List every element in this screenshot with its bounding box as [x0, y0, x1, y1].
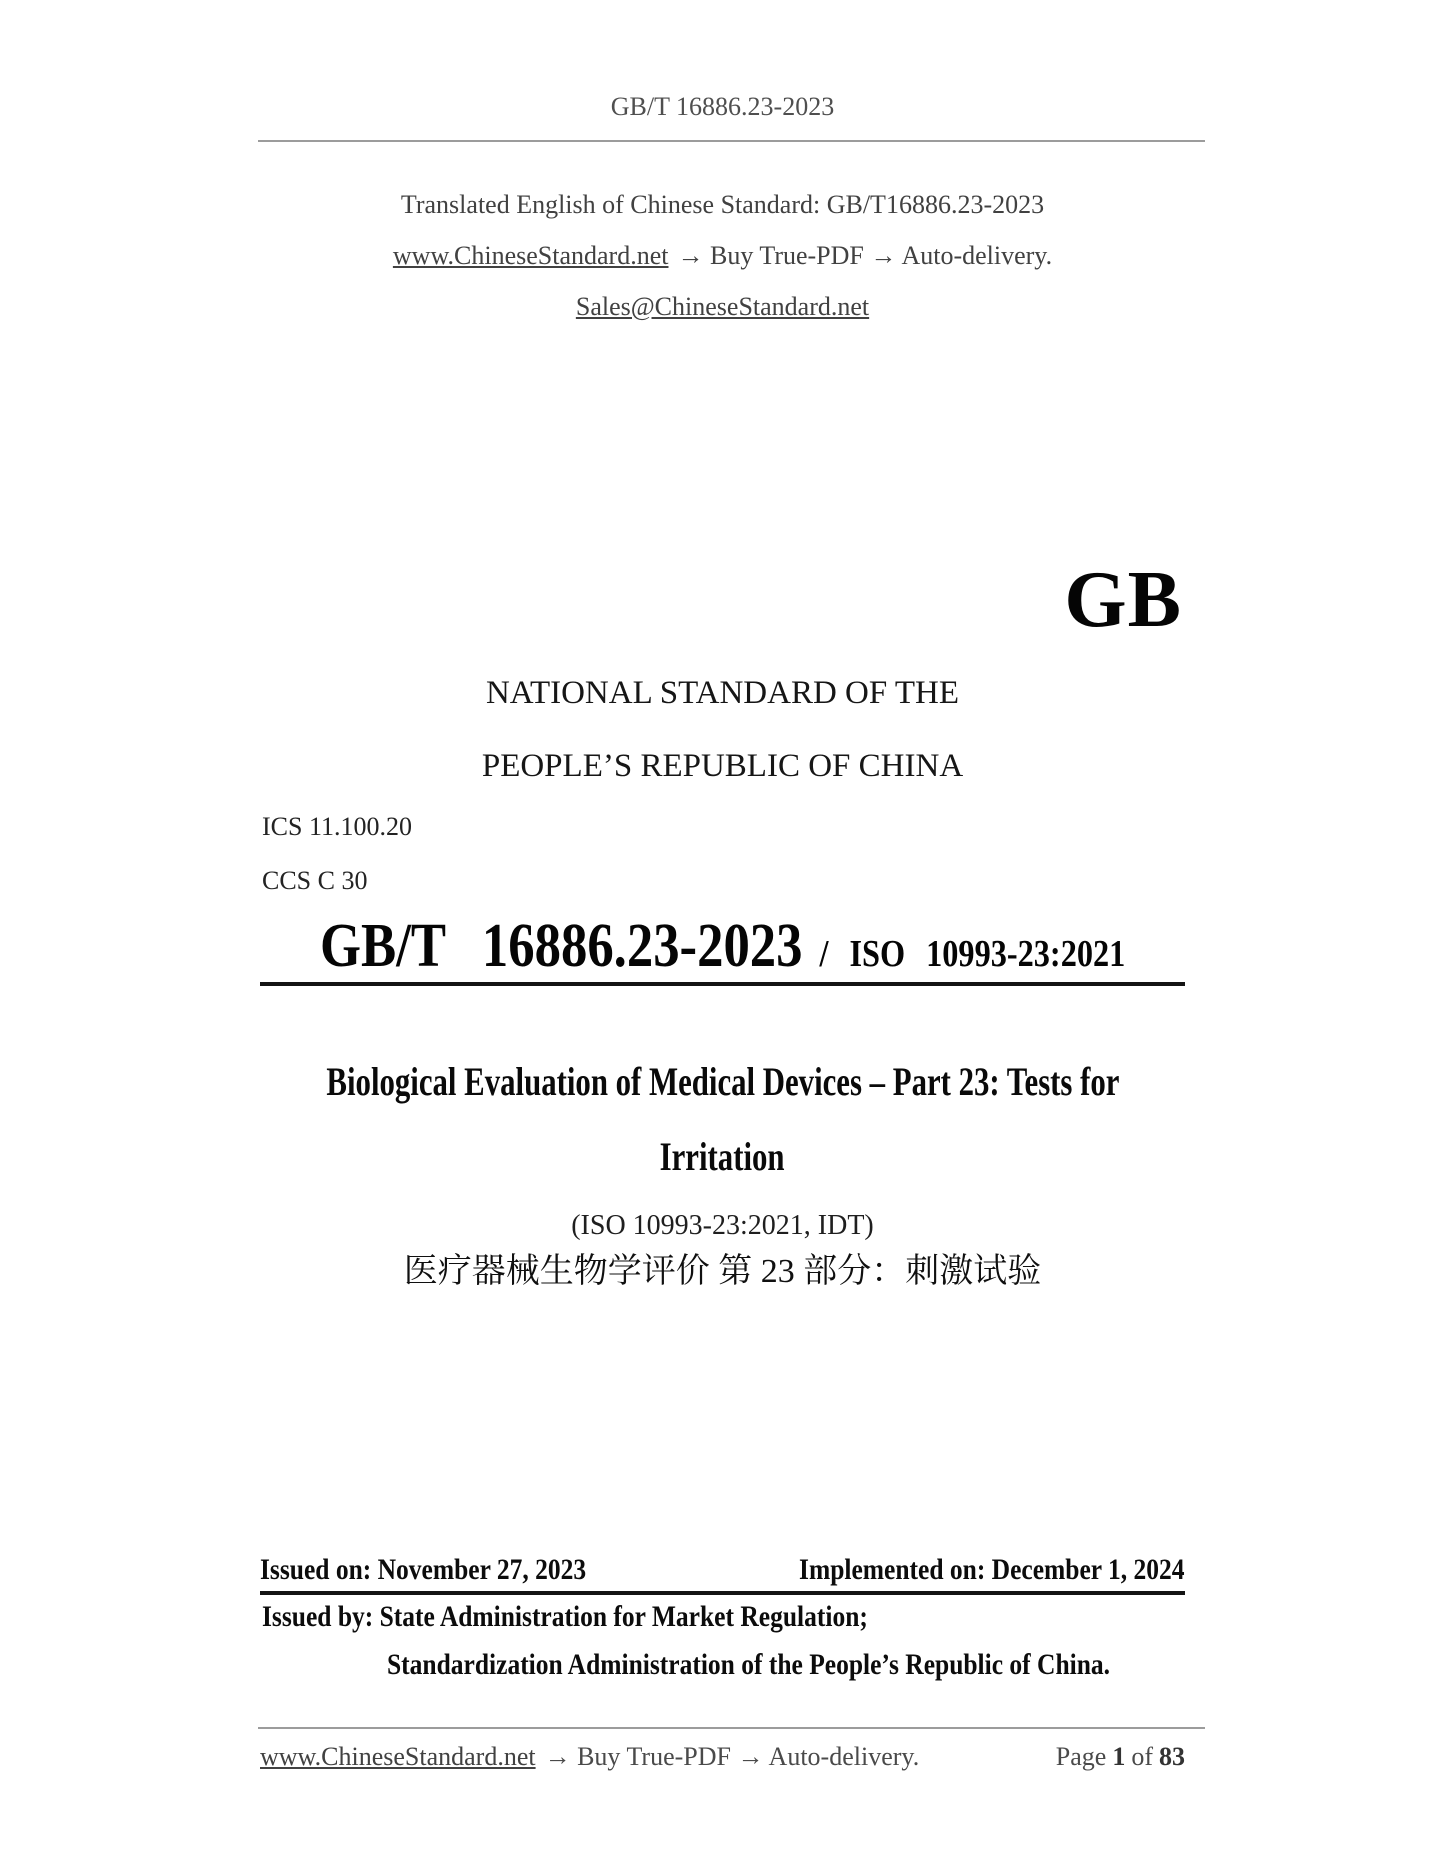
page-total: 83: [1159, 1742, 1185, 1771]
page-of-label: of: [1131, 1742, 1153, 1771]
footer-row: [260, 1740, 1185, 1774]
footer-rule: [258, 1727, 1205, 1729]
footer-buy-text: → Buy True-PDF → Auto-delivery.: [544, 1742, 920, 1771]
buy-pdf-line: [0, 239, 1445, 273]
standard-number-rule: [260, 982, 1185, 986]
dates-row: [260, 1552, 1185, 1588]
page-number: [1050, 1740, 1185, 1774]
ccs-code: CCS C 30: [262, 866, 368, 895]
gb-emblem: GB: [1064, 556, 1182, 644]
header-rule: [258, 140, 1205, 142]
standard-title-line1: Biological Evaluation of Medical Devices – Part 23: Tests for: [325, 1059, 1119, 1104]
footer-website-link[interactable]: www.ChineseStandard.net: [260, 1742, 536, 1771]
iso-idt-note: (ISO 10993-23:2021, IDT): [571, 1210, 874, 1241]
standard-title-line1-row: [0, 1058, 1445, 1106]
iso-reference: / ISO 10993-23:2021: [819, 933, 1126, 975]
national-standard-line1: NATIONAL STANDARD OF THE: [485, 675, 960, 711]
sales-email-link[interactable]: Sales@ChineseStandard.net: [575, 292, 870, 321]
footer-left: [260, 1740, 919, 1774]
website-link[interactable]: www.ChineseStandard.net: [392, 241, 669, 270]
issued-by-line1: Issued by: State Administration for Market Regulation;: [262, 1600, 868, 1633]
doc-number-header: GB/T 16886.23-2023: [610, 92, 835, 121]
ics-code: ICS 11.100.20: [262, 812, 412, 841]
standard-title-line2: Irritation: [660, 1134, 785, 1179]
issued-by-line2: Standardization Administration of the People’s Republic of China.: [387, 1648, 1111, 1681]
implemented-on-date: Implemented on: December 1, 2024: [799, 1553, 1185, 1586]
sales-email-line: [0, 290, 1445, 324]
translated-line: Translated English of Chinese Standard: GB/T16886.23-2023: [400, 190, 1045, 219]
standard-number: GB/T 16886.23-2023: [319, 912, 803, 980]
buy-pdf-text: → Buy True-PDF → Auto-delivery.: [677, 241, 1053, 270]
standard-number-row: [0, 909, 1445, 983]
standard-title-line2-row: [0, 1133, 1445, 1181]
chinese-title: 医疗器械生物学评价 第 23 部分：刺激试验: [403, 1253, 1042, 1290]
page-current: 1: [1112, 1742, 1126, 1771]
issued-on-date: Issued on: November 27, 2023: [260, 1553, 587, 1586]
issued-divider-rule: [260, 1591, 1185, 1595]
page-label: Page: [1055, 1742, 1107, 1771]
national-standard-line2: PEOPLE’S REPUBLIC OF CHINA: [481, 748, 964, 784]
